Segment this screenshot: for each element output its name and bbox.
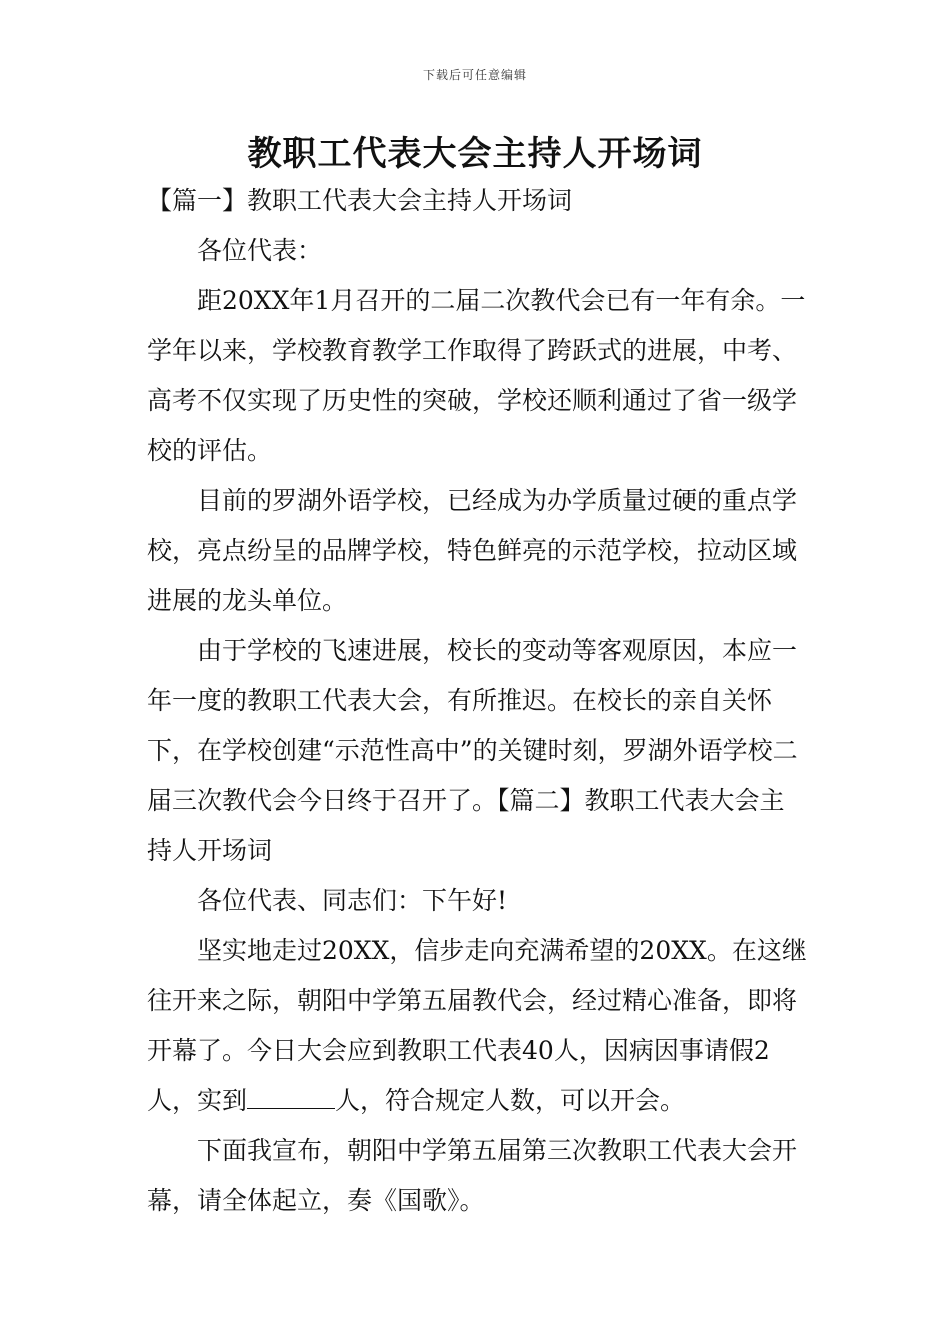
- paragraph-greeting-2: 各位代表、同志们：下午好!: [197, 886, 508, 915]
- header-note: 下载后可任意编辑: [422, 68, 527, 82]
- paragraph-school-status: 目前的罗湖外语学校，已经成为办学质量过硬的重点学校，亮点纷呈的品牌学校，特色鲜亮的示范学校，拉动区域进展的龙头单位。: [147, 486, 798, 615]
- paragraph-opening: 下面我宣布，朝阳中学第五届第三次教职工代表大会开幕，请全体起立，奏《国歌》。: [147, 1136, 798, 1215]
- document-title: 教职工代表大会主持人开场词: [247, 134, 703, 174]
- attendance-blank: [247, 1086, 335, 1109]
- document-body: [147, 176, 807, 1226]
- paragraph-attendance: [147, 926, 807, 1126]
- paragraph-delay: 由于学校的飞速进展，校长的变动等客观原因，本应一年一度的教职工代表大会，有所推迟。在校长的亲自关怀下，在学校创建“示范性高中”的关键时刻，罗湖外语学校二届三次教代会今日终于召开了。【篇二】教职工代表大会主持人开场词: [147, 636, 798, 865]
- paragraph-review: 距20XX年1月召开的二届二次教代会已有一年有余。一学年以来，学校教育教学工作取得了跨跃式的进展，中考、高考不仅实现了历史性的突破，学校还顺利通过了省一级学校的评估。: [147, 286, 806, 465]
- section-heading-1: 【篇一】教职工代表大会主持人开场词: [147, 186, 573, 215]
- attendance-text: 坚实地走过20XX，信步走向充满希望的20XX。在这继往开来之际，朝阳中学第五届教代会，经过精心准备，即将开幕了。今日大会应到教职工代表40人，因病因事请假2人，实到: [147, 936, 807, 1115]
- attendance-tail: 人，符合规定人数，可以开会。: [335, 1086, 686, 1115]
- paragraph-greeting: 各位代表：: [197, 236, 323, 265]
